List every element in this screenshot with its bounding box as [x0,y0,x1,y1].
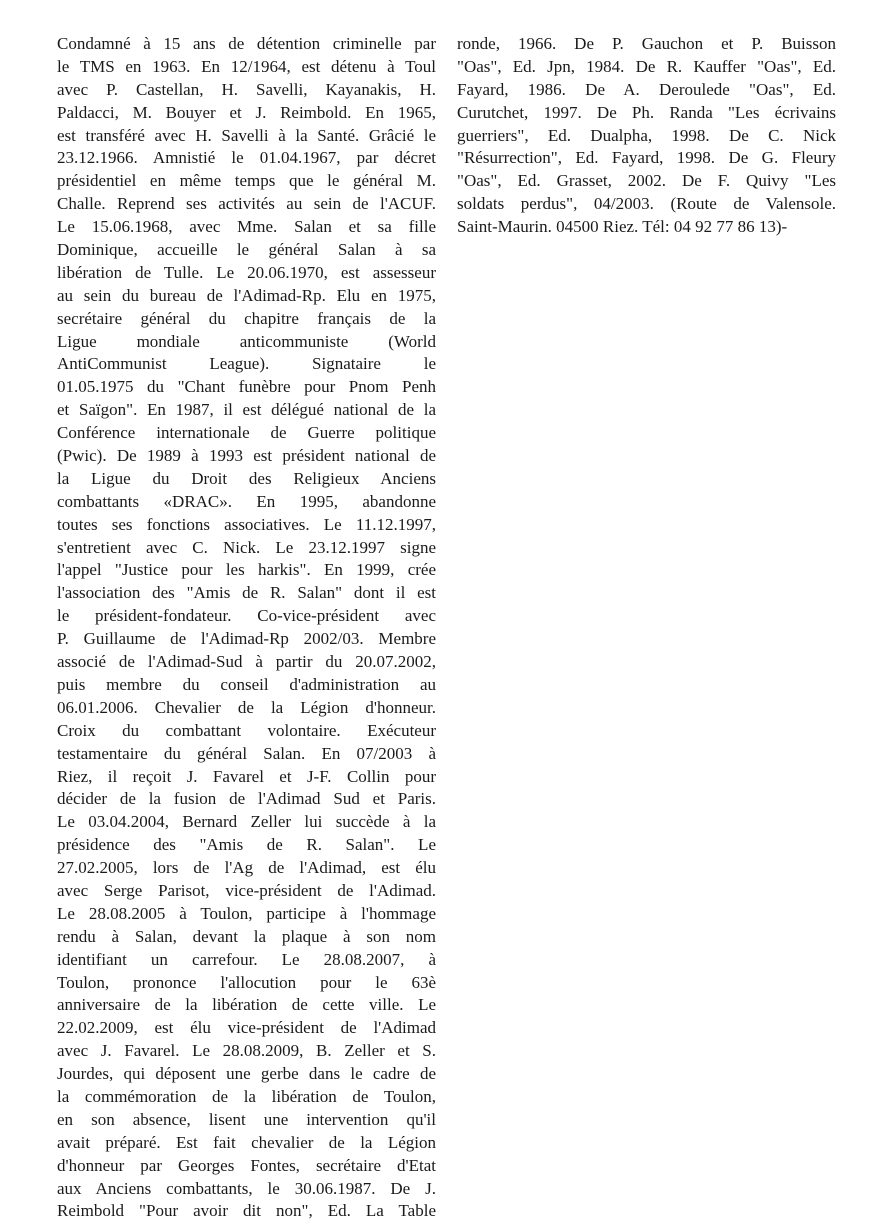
text-line: l'appel "Justice pour les harkis". En 1999, crée [57,560,436,580]
text-line: présidentiel en même temps que le général M. [57,171,436,191]
text-line: Fayard, 1986. De A. Deroulede "Oas", Ed. [457,79,836,99]
text-line: 27.02.2005, lors de l'Ag de l'Adimad, est élu [57,858,436,878]
text-line: Toulon, prononce l'allocution pour le 63è [57,972,436,992]
text-line: Challe. Reprend ses activités au sein de l'ACUF. [57,194,436,214]
text-line: testamentaire du général Salan. En 07/2003 à [57,743,436,763]
text-line: "Oas", Ed. Jpn, 1984. De R. Kauffer "Oas", Ed. [457,56,836,76]
text-line: toutes ses fonctions associatives. Le 11.12.1997, [57,514,436,534]
text-line: et Saïgon". En 1987, il est délégué national de la [57,400,436,420]
text-line: Le 15.06.1968, avec Mme. Salan et sa fille [57,217,436,237]
text-line: associé de l'Adimad-Sud à partir du 20.07.2002, [57,652,436,672]
text-line: soldats perdus", 04/2003. (Route de Valensole. [457,194,836,214]
text-line: anniversaire de la libération de cette ville. Le [57,995,436,1015]
text-line: la Ligue du Droit des Religieux Anciens [57,468,436,488]
left-text-column [57,33,436,1223]
text-line: Paldacci, M. Bouyer et J. Reimbold. En 1965, [57,102,436,122]
text-line: la commémoration de la libération de Toulon, [57,1086,436,1106]
text-line: combattants «DRAC». En 1995, abandonne [57,491,436,511]
text-line: Curutchet, 1997. De Ph. Randa "Les écrivains [457,102,836,122]
text-line: guerriers", Ed. Dualpha, 1998. De C. Nick [457,125,836,145]
text-line: ronde, 1966. De P. Gauchon et P. Buisson [457,34,836,53]
text-line: l'association des "Amis de R. Salan" dont il est [57,583,436,603]
text-line: "Résurrection", Ed. Fayard, 1998. De G. Fleury [457,148,836,168]
text-line: P. Guillaume de l'Adimad-Rp 2002/03. Membre [57,629,436,649]
text-line: Croix du combattant volontaire. Exécuteur [57,720,436,740]
text-line: Conférence internationale de Guerre politique [57,423,436,443]
text-line: 22.02.2009, est élu vice-président de l'Adimad [57,1018,436,1038]
text-line: 06.01.2006. Chevalier de la Légion d'honneur. [57,697,436,717]
text-line: rendu à Salan, devant la plaque à son nom [57,926,436,946]
right-text-column [457,33,836,239]
text-line: en son absence, lisent une intervention qu'il [57,1109,436,1129]
text-line: 23.12.1966. Amnistié le 01.04.1967, par décret [57,148,436,168]
text-line: avait préparé. Est fait chevalier de la Légion [57,1132,436,1152]
text-line: Ligue mondiale anticommuniste (World [57,331,436,351]
text-line: "Oas", Ed. Grasset, 2002. De F. Quivy "Les [457,171,836,191]
text-line: au sein du bureau de l'Adimad-Rp. Elu en 1975, [57,285,436,305]
text-line: aux Anciens combattants, le 30.06.1987. De J. [57,1178,436,1198]
text-line: identifiant un carrefour. Le 28.08.2007, à [57,949,436,969]
text-line: Riez, il reçoit J. Favarel et J-F. Collin pour [57,766,436,786]
text-line: avec P. Castellan, H. Savelli, Kayanakis, H. [57,79,436,99]
text-line: présidence des "Amis de R. Salan". Le [57,835,436,855]
text-line: s'entretient avec C. Nick. Le 23.12.1997 signe [57,537,436,557]
text-line: le TMS en 1963. En 12/1964, est détenu à Toul [57,56,436,76]
text-line: Reimbold "Pour avoir dit non", Ed. La Table [57,1201,436,1221]
text-line: Saint-Maurin. 04500 Riez. Tél: 04 92 77 86 13)- [457,217,788,237]
text-line: secrétaire général du chapitre français de la [57,308,436,328]
text-line: d'honneur par Georges Fontes, secrétaire d'Etat [57,1155,436,1175]
text-line: puis membre du conseil d'administration au [57,674,436,694]
text-line: le président-fondateur. Co-vice-président avec [57,606,436,626]
text-line: 01.05.1975 du "Chant funèbre pour Pnom Penh [57,377,436,397]
text-line: Le 03.04.2004, Bernard Zeller lui succède à la [57,812,436,832]
text-line: (Pwic). De 1989 à 1993 est président national de [57,446,436,466]
text-line: AntiCommunist League). Signataire le [57,354,436,374]
text-line: avec J. Favarel. Le 28.08.2009, B. Zeller et S. [57,1041,436,1061]
text-line: décider de la fusion de l'Adimad Sud et Paris. [57,789,436,809]
text-line: Jourdes, qui déposent une gerbe dans le cadre de [57,1064,436,1084]
text-line: Condamné à 15 ans de détention criminelle par [57,34,436,53]
text-line: est transféré avec H. Savelli à la Santé. Grâcié le [57,125,436,145]
text-line: avec Serge Parisot, vice-président de l'Adimad. [57,880,436,900]
text-line: Le 28.08.2005 à Toulon, participe à l'hommage [57,903,436,923]
text-line: Dominique, accueille le général Salan à sa [57,240,436,260]
text-line: libération de Tulle. Le 20.06.1970, est assesseur [57,262,436,282]
